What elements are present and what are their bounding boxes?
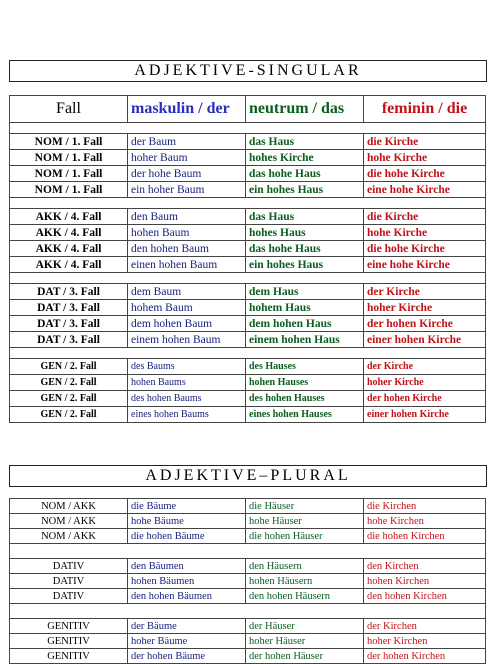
neutrum-cell: hohen Häusern: [246, 574, 364, 589]
neutrum-cell: die Häuser: [246, 499, 364, 514]
case-cell: DAT / 3. Fall: [10, 332, 128, 348]
feminin-cell: hoher Kirche: [364, 300, 486, 316]
neutrum-cell: die hohen Häuser: [246, 529, 364, 544]
case-cell: AKK / 4. Fall: [10, 241, 128, 257]
feminin-cell: hoher Kirche: [364, 375, 486, 391]
feminin-cell: der Kirche: [364, 284, 486, 300]
table-row: [10, 134, 486, 150]
maskulin-cell: hohe Bäume: [128, 514, 246, 529]
feminin-cell: hoher Kirchen: [364, 634, 486, 649]
case-cell: NOM / 1. Fall: [10, 134, 128, 150]
feminin-cell: der hohen Kirche: [364, 391, 486, 407]
feminin-cell: die Kirche: [364, 134, 486, 150]
spacer-cell: [10, 198, 486, 209]
feminin-cell: eine hohe Kirche: [364, 182, 486, 198]
singular-table: [9, 95, 486, 423]
plural-title: ADJEKTIVE–PLURAL: [9, 465, 487, 487]
neutrum-cell: dem hohen Haus: [246, 316, 364, 332]
spacer-row: [10, 273, 486, 284]
feminin-cell: hohe Kirche: [364, 225, 486, 241]
table-row: [10, 300, 486, 316]
feminin-cell: die hohen Kirchen: [364, 529, 486, 544]
table-row: [10, 574, 486, 589]
neutrum-cell: hohem Haus: [246, 300, 364, 316]
neutrum-cell: hohes Haus: [246, 225, 364, 241]
neutrum-cell: des Hauses: [246, 359, 364, 375]
case-cell: NOM / 1. Fall: [10, 166, 128, 182]
neutrum-cell: einem hohen Haus: [246, 332, 364, 348]
case-cell: AKK / 4. Fall: [10, 209, 128, 225]
feminin-cell: hohe Kirchen: [364, 514, 486, 529]
maskulin-cell: einen hohen Baum: [128, 257, 246, 273]
maskulin-cell: der hohen Bäume: [128, 649, 246, 664]
neutrum-cell: das hohe Haus: [246, 166, 364, 182]
maskulin-cell: den Bäumen: [128, 559, 246, 574]
case-cell: DATIV: [10, 589, 128, 604]
feminin-cell: hohen Kirchen: [364, 574, 486, 589]
maskulin-cell: eines hohen Baums: [128, 407, 246, 423]
neutrum-cell: das Haus: [246, 134, 364, 150]
case-cell: DATIV: [10, 574, 128, 589]
plural-table: [9, 498, 486, 664]
neutrum-cell: ein hohes Haus: [246, 182, 364, 198]
maskulin-cell: den Baum: [128, 209, 246, 225]
case-cell: AKK / 4. Fall: [10, 257, 128, 273]
feminin-cell: den Kirchen: [364, 559, 486, 574]
case-cell: NOM / AKK: [10, 499, 128, 514]
table-row: [10, 649, 486, 664]
case-cell: GENITIV: [10, 634, 128, 649]
neutrum-cell: eines hohen Hauses: [246, 407, 364, 423]
maskulin-cell: einem hohen Baum: [128, 332, 246, 348]
feminin-cell: einer hohen Kirche: [364, 407, 486, 423]
neutrum-cell: den hohen Häusern: [246, 589, 364, 604]
feminin-cell: einer hohen Kirche: [364, 332, 486, 348]
table-row: [10, 559, 486, 574]
table-row: [10, 332, 486, 348]
case-cell: NOM / AKK: [10, 514, 128, 529]
spacer-cell: [10, 123, 486, 134]
maskulin-cell: den hohen Baum: [128, 241, 246, 257]
table-row: [10, 375, 486, 391]
table-row: [10, 150, 486, 166]
feminin-cell: hohe Kirche: [364, 150, 486, 166]
feminin-cell: der Kirchen: [364, 619, 486, 634]
spacer-row: [10, 604, 486, 619]
spacer-row: [10, 544, 486, 559]
table-row: [10, 166, 486, 182]
maskulin-cell: hohen Bäumen: [128, 574, 246, 589]
case-cell: GEN / 2. Fall: [10, 375, 128, 391]
neutrum-cell: dem Haus: [246, 284, 364, 300]
maskulin-cell: die hohen Bäume: [128, 529, 246, 544]
maskulin-cell: der hohe Baum: [128, 166, 246, 182]
neutrum-cell: das Haus: [246, 209, 364, 225]
table-row: [10, 529, 486, 544]
maskulin-cell: der Bäume: [128, 619, 246, 634]
case-cell: DAT / 3. Fall: [10, 316, 128, 332]
table-row: [10, 316, 486, 332]
neutrum-cell: der hohen Häuser: [246, 649, 364, 664]
maskulin-cell: hohen Baum: [128, 225, 246, 241]
spacer-row: [10, 123, 486, 134]
feminin-cell: die Kirchen: [364, 499, 486, 514]
maskulin-cell: des hohen Baums: [128, 391, 246, 407]
neutrum-cell: der Häuser: [246, 619, 364, 634]
neutrum-cell: den Häusern: [246, 559, 364, 574]
spacer-cell: [10, 273, 486, 284]
table-row: [10, 241, 486, 257]
maskulin-cell: den hohen Bäumen: [128, 589, 246, 604]
spacer-cell: [10, 604, 486, 619]
feminin-cell: eine hohe Kirche: [364, 257, 486, 273]
header-maskulin: maskulin / der: [128, 96, 246, 123]
maskulin-cell: hoher Bäume: [128, 634, 246, 649]
table-row: [10, 514, 486, 529]
header-row: [10, 96, 486, 123]
feminin-cell: die hohe Kirche: [364, 166, 486, 182]
case-cell: DAT / 3. Fall: [10, 300, 128, 316]
case-cell: GEN / 2. Fall: [10, 359, 128, 375]
case-cell: DAT / 3. Fall: [10, 284, 128, 300]
case-cell: GENITIV: [10, 649, 128, 664]
feminin-cell: den hohen Kirchen: [364, 589, 486, 604]
table-row: [10, 589, 486, 604]
maskulin-cell: des Baums: [128, 359, 246, 375]
maskulin-cell: hohen Baums: [128, 375, 246, 391]
case-cell: DATIV: [10, 559, 128, 574]
table-row: [10, 359, 486, 375]
table-row: [10, 619, 486, 634]
spacer-cell: [10, 348, 486, 359]
case-cell: GEN / 2. Fall: [10, 391, 128, 407]
neutrum-cell: des hohen Hauses: [246, 391, 364, 407]
maskulin-cell: der Baum: [128, 134, 246, 150]
feminin-cell: der hohen Kirche: [364, 316, 486, 332]
case-cell: GEN / 2. Fall: [10, 407, 128, 423]
case-cell: GENITIV: [10, 619, 128, 634]
table-row: [10, 225, 486, 241]
maskulin-cell: die Bäume: [128, 499, 246, 514]
feminin-cell: der Kirche: [364, 359, 486, 375]
feminin-cell: die hohe Kirche: [364, 241, 486, 257]
neutrum-cell: das hohe Haus: [246, 241, 364, 257]
spacer-row: [10, 348, 486, 359]
spacer-cell: [10, 544, 486, 559]
table-row: [10, 407, 486, 423]
table-row: [10, 634, 486, 649]
maskulin-cell: ein hoher Baum: [128, 182, 246, 198]
table-row: [10, 182, 486, 198]
case-cell: AKK / 4. Fall: [10, 225, 128, 241]
table-row: [10, 257, 486, 273]
maskulin-cell: dem hohen Baum: [128, 316, 246, 332]
table-row: [10, 284, 486, 300]
maskulin-cell: hohem Baum: [128, 300, 246, 316]
spacer-row: [10, 198, 486, 209]
case-cell: NOM / 1. Fall: [10, 182, 128, 198]
maskulin-cell: hoher Baum: [128, 150, 246, 166]
singular-title: ADJEKTIVE-SINGULAR: [9, 60, 487, 82]
maskulin-cell: dem Baum: [128, 284, 246, 300]
case-cell: NOM / 1. Fall: [10, 150, 128, 166]
neutrum-cell: hoher Häuser: [246, 634, 364, 649]
header-fall: Fall: [10, 96, 128, 123]
neutrum-cell: hohe Häuser: [246, 514, 364, 529]
neutrum-cell: ein hohes Haus: [246, 257, 364, 273]
table-row: [10, 499, 486, 514]
feminin-cell: die Kirche: [364, 209, 486, 225]
neutrum-cell: hohen Hauses: [246, 375, 364, 391]
neutrum-cell: hohes Kirche: [246, 150, 364, 166]
table-row: [10, 209, 486, 225]
header-neutrum: neutrum / das: [246, 96, 364, 123]
feminin-cell: der hohen Kirchen: [364, 649, 486, 664]
table-row: [10, 391, 486, 407]
header-feminin: feminin / die: [364, 96, 486, 123]
case-cell: NOM / AKK: [10, 529, 128, 544]
